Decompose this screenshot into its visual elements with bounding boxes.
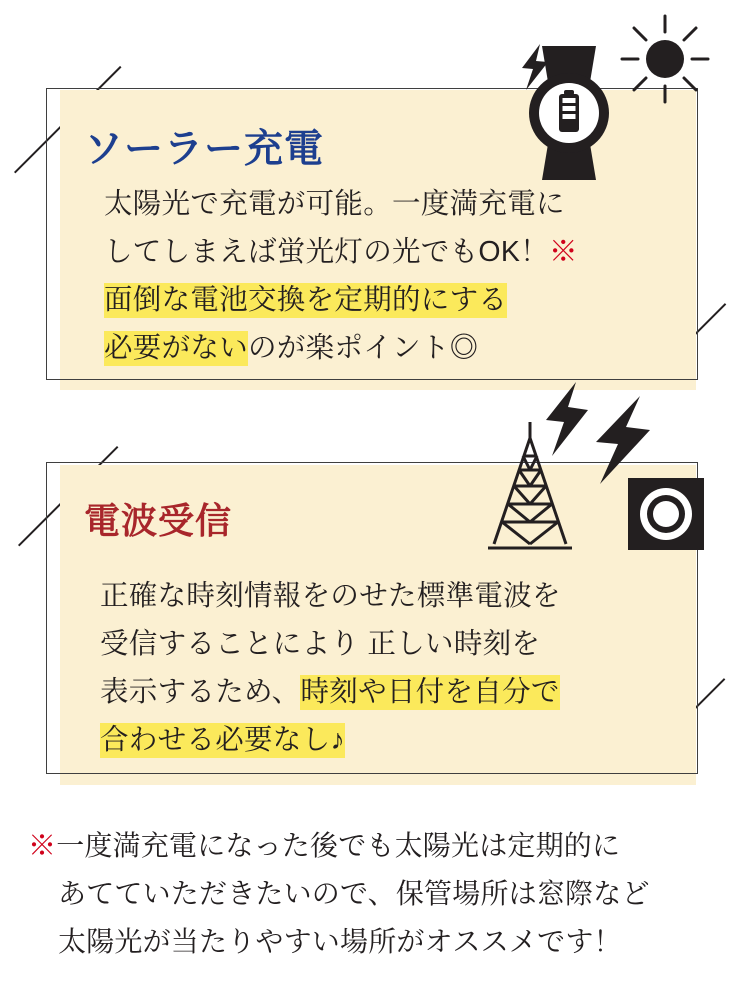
radio-body-line-4 <box>100 714 345 766</box>
solar-line1-text: 太陽光で充電が可能。一度満充電に <box>104 188 565 220</box>
radio-body-line-1 <box>100 570 561 622</box>
radio-line1-text: 正確な時刻情報をのせた標準電波を <box>100 580 561 612</box>
solar-body-line-3 <box>104 274 507 326</box>
radio-section-title: 電波受信 <box>84 500 233 541</box>
solar-body-line-4 <box>104 322 478 374</box>
radio-body-line-3 <box>100 666 560 718</box>
footnote <box>28 822 728 966</box>
footnote-line-2: あてていただきたいので、保管場所は窓際など <box>58 878 650 909</box>
solar-line2-text: してしまえば蛍光灯の光でもOK！ <box>104 236 549 268</box>
radio-line3-highlight: 時刻や日付を自分で <box>300 676 560 708</box>
radio-line3-text: 表示するため、 <box>100 676 301 708</box>
radio-line2-text: 受信することにより 正しい時刻を <box>100 628 541 660</box>
radio-body-line-2 <box>100 618 540 670</box>
footnote-reference-mark: ※ <box>28 830 57 861</box>
footnote-line1-text: 一度満充電になった後でも太陽光は定期的に <box>56 830 621 861</box>
solar-line4-highlight: 必要がない <box>104 332 249 364</box>
footnote-line-1 <box>28 822 728 870</box>
solar-body-line-2 <box>104 226 578 278</box>
radio-watch-icon <box>620 468 712 560</box>
reference-mark: ※ <box>548 236 578 268</box>
solar-line4-text: のが楽ポイント◎ <box>248 332 479 364</box>
sun-icon <box>620 14 710 104</box>
footnote-line-3: 太陽光が当たりやすい場所がオススメです！ <box>58 926 622 957</box>
radio-line4-highlight: 合わせる必要なし♪ <box>100 724 345 756</box>
solar-body-line-1 <box>104 178 565 230</box>
solar-section-title: ソーラー充電 <box>84 128 325 171</box>
lightning-bolt-icon <box>516 42 556 92</box>
solar-line3-highlight: 面倒な電池交換を定期的にする <box>104 284 508 316</box>
